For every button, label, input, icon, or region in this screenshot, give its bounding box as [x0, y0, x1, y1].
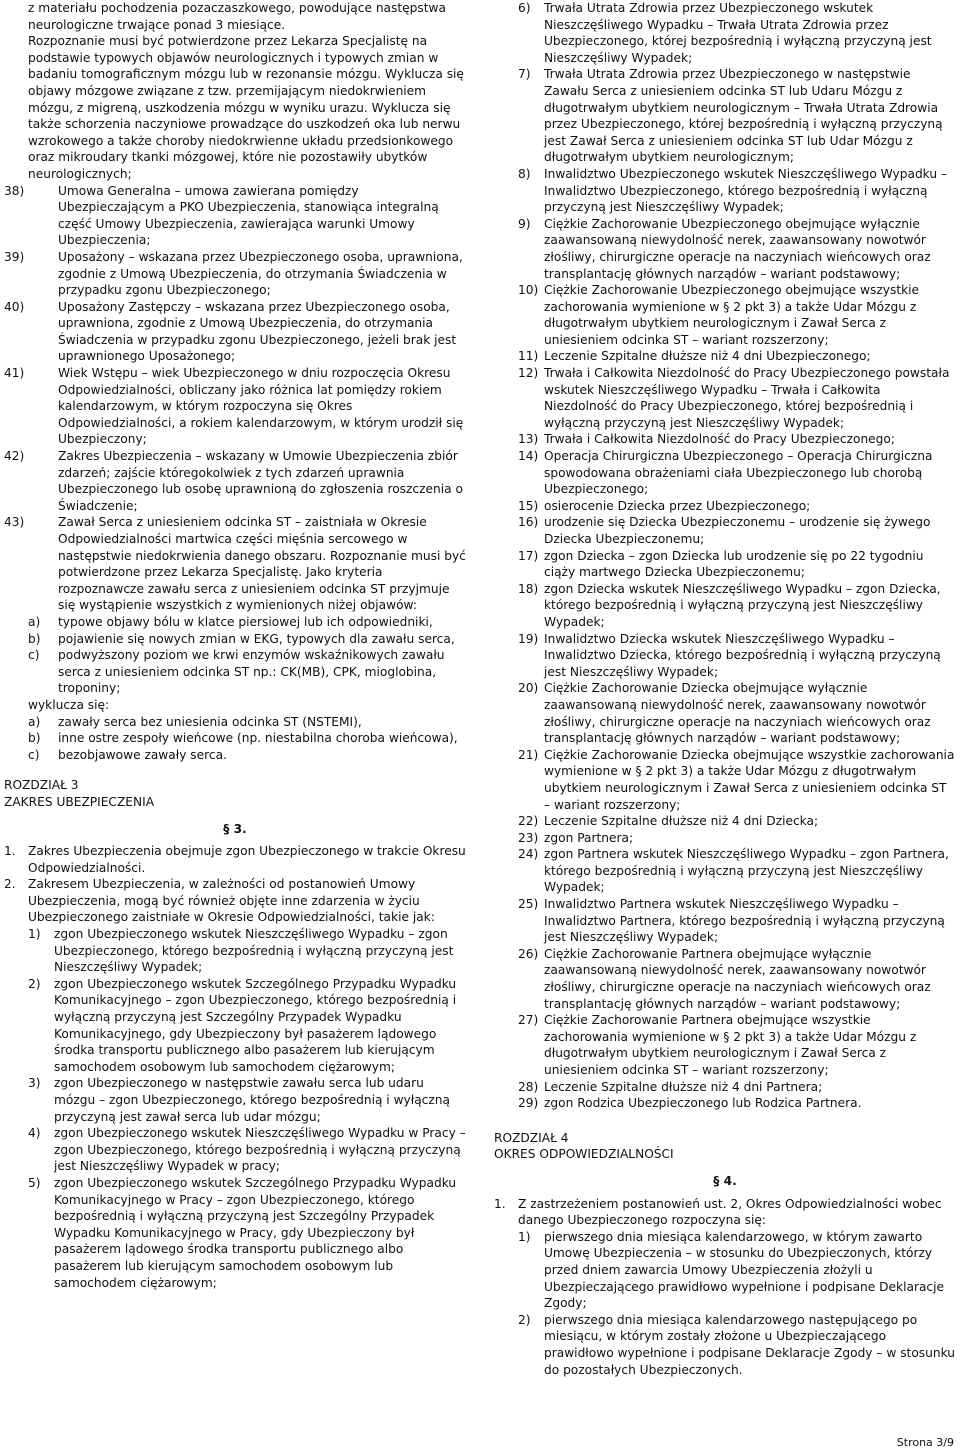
event-28: 28) Leczenie Szpitalne dłuższe niż 4 dni Partnera;: [518, 1079, 823, 1094]
event-22: 22) Leczenie Szpitalne dłuższe niż 4 dni Dziecka;: [518, 814, 819, 829]
definition-42: 42) Zakres Ubezpieczenia – wskazany w Umowie Ubezpieczenia zbiór zdarzeń; zajście któregokolwiek z tych zdarzeń uprawnia Ubezpieczonego lub osobę uprawnioną do zgłoszenia roszczenia o Świadczenie;: [4, 449, 463, 513]
event-26: 26) Ciężkie Zachorowanie Partnera obejmujące wyłącznie zaawansowaną niewydolność nerek, zaawansowany nowotwór złośliwy, chirurgiczne operacje na naczyniach wieńcowych oraz transplantację głównych narządów – wariant podstawowy;: [518, 946, 931, 1011]
event-20: 20) Ciężkie Zachorowanie Dziecka obejmujące wyłącznie zaawansowaną niewydolność nerek, zaawansowany nowotwór złośliwy, chirurgiczne operacje na naczyniach wieńcowych oraz transplantację głównych narządów – wariant podstawowy;: [518, 681, 931, 746]
event-18: 18) zgon Dziecka wskutek Nieszczęśliwego Wypadku – zgon Dziecka, którego bezpośrednią i wyłączną przyczyną jest Nieszczęśliwy Wypadek;: [518, 581, 941, 629]
excluded-b: b) inne ostre zespoły wieńcowe (np. niestabilna choroba wieńcowa),: [28, 731, 458, 746]
subpoint-2: 2) pierwszego dnia miesiąca kalendarzowego następującego po miesiącu, w którym zostały złożone u Ubezpieczającego prawidłowo wypełnione i podpisane Deklaracje Zgody – w stosunku do pozostałych Ubezpieczonych.: [518, 1312, 955, 1377]
event-23: 23) zgon Partnera;: [518, 830, 634, 845]
intro-paragraph-1: z materiału pochodzenia pozaczaszkowego, powodujące następstwa neurologiczne trwające ponad 3 miesiące.: [28, 1, 446, 32]
excluded-list: [4, 714, 466, 764]
event-11: 11) Leczenie Szpitalne dłuższe niż 4 dni Ubezpieczonego;: [518, 349, 871, 364]
event-12: 12) Trwała i Całkowita Niezdolność do Pracy Ubezpieczonego powstała wskutek Nieszczęśliwego Wypadku – Trwała i Całkowita Niezdolność do Pracy Ubezpieczonego, której bezpośrednią i wyłączną przyczyną jest Nieszczęśliwy Wypadek;: [518, 366, 950, 430]
definition-40: 40) Uposażony Zastępczy – wskazana przez Ubezpieczonego osoba, uprawniona, zgodnie z Umową Ubezpieczenia, do otrzymania Świadczenia w przypadku zgonu Ubezpieczonego, jeżeli brak jest uprawnionego Uposażonego;: [4, 299, 457, 364]
event-3: 3) zgon Ubezpieczonego w następstwie zawału serca lub udaru mózgu – zgon Ubezpieczonego, którego bezpośrednią i wyłączną przyczyną jest zawał serca lub udar mózgu;: [28, 1076, 450, 1124]
event-21: 21) Ciężkie Zachorowanie Dziecka obejmujące wszystkie zachorowania wymienione w § 2 pkt 3) a także Udar Mózgu z długotrwałym ubytkiem neurologicznym i Zawał Serca z uniesieniem odcinka ST – wariant rozszerzony;: [518, 747, 955, 812]
event-29: 29) zgon Rodzica Ubezpieczonego lub Rodzica Partnera.: [518, 1096, 862, 1111]
event-13: 13) Trwała i Całkowita Niezdolność do Pracy Ubezpieczonego;: [518, 432, 895, 447]
subpoint-1: 1) pierwszego dnia miesiąca kalendarzowego, w którym zawarto Umowę Ubezpieczenia – w stosunku do Ubezpieczonych, którzy przed dniem zawarcia Umowy Ubezpieczenia złożyli u Ubezpieczającego prawidłowo wypełnione i podpisane Deklaracje Zgody;: [518, 1229, 945, 1311]
event-19: 19) Inwalidztwo Dziecka wskutek Nieszczęśliwego Wypadku – Inwalidztwo Dziecka, którego bezpośrednią i wyłączną przyczyną jest Nieszczęśliwy Wypadek;: [518, 631, 941, 679]
chapter-4-label: ROZDZIAŁ 4: [494, 1130, 569, 1145]
criterion-c: c) podwyższony poziom we krwi enzymów wskaźnikowych zawału serca z uniesieniem odcinka ST np.: CK(MB), CPK, mioglobina, troponiny;: [28, 648, 445, 696]
event-17: 17) zgon Dziecka – zgon Dziecka lub urodzenie się po 22 tygodniu ciąży martwego Dziecka Ubezpieczonemu;: [518, 548, 924, 580]
intro-paragraph-2: Rozpoznanie musi być potwierdzone przez Lekarza Specjalistę na podstawie typowych objawów neurologicznych i typowych zmian w badaniu tomograficznym mózgu lub w rezonansie mózgu. Wyklucza się objawy mózgowe związane z tzw. przemijającym niedokrwieniem mózgu, z migreną, uszkodzenia mózgu w wyniku urazu. Wyklucza się także schorzenia naczyniowe prowadzące do uszkodzeń oka lub nerwu wzrokowego a także choroby niedokrwienne układu przedsionkowego oraz mikroudary tkanki mózgowej, które nie pozostawiły ubytków neurologicznych;: [28, 34, 464, 181]
section-3-number: § 3.: [223, 821, 247, 836]
page-number: Strona 3/9: [896, 1436, 954, 1449]
excluded-c: c) bezobjawowe zawały serca.: [28, 747, 227, 762]
section-3-point-2: 2. Zakresem Ubezpieczenia, w zależności od postanowień Umowy Ubezpieczenia, mogą być również objęte inne zdarzenia w życiu Ubezpieczonego zaistniałe w Okresie Odpowiedzialności, takie jak:: [4, 877, 435, 925]
event-9: 9) Ciężkie Zachorowanie Ubezpieczonego obejmujące wyłącznie zaawansowaną niewydolność nerek, zaawansowany nowotwór złośliwy, chirurgiczne operacje na naczyniach wieńcowych oraz transplantację głównych narządów – wariant podstawowy;: [518, 216, 931, 281]
chapter-3-title: ZAKRES UBEZPIECZENIA: [4, 794, 155, 809]
event-24: 24) zgon Partnera wskutek Nieszczęśliwego Wypadku – zgon Partnera, którego bezpośrednią i wyłączną przyczyną jest Nieszczęśliwy Wypadek;: [518, 847, 949, 895]
section-3-point-1: 1. Zakres Ubezpieczenia obejmuje zgon Ubezpieczonego w trakcie Okresu Odpowiedzialności.: [4, 844, 466, 875]
event-15: 15) osierocenie Dziecka przez Ubezpieczonego;: [518, 498, 811, 513]
event-7: 7) Trwała Utrata Zdrowia przez Ubezpieczonego w następstwie Zawału Serca z uniesieniem odcinka ST lub Udaru Mózgu z długotrwałym ubytkiem neurologicznym – Trwała Utrata Zdrowia przez Ubezpieczonego, której bezpośrednią i wyłączną przyczyną jest Zawał Serca z uniesieniem odcinka ST lub Udar Mózgu z długotrwałym ubytkiem neurologicznym;: [518, 67, 943, 165]
event-8: 8) Inwalidztwo Ubezpieczonego wskutek Nieszczęśliwego Wypadku – Inwalidztwo Ubezpieczonego, którego bezpośrednią i wyłączną przyczyną jest Nieszczęśliwy Wypadek;: [518, 166, 948, 215]
definition-38: 38) Umowa Generalna – umowa zawierana pomiędzy Ubezpieczającym a PKO Ubezpieczenia, stanowiąca integralną część Umowy Ubezpieczenia, zawierająca warunki Umowy Ubezpieczenia;: [4, 183, 439, 248]
events-list-right: [494, 0, 956, 1112]
events-list-left: [4, 926, 466, 1291]
event-10: 10) Ciężkie Zachorowanie Ubezpieczonego obejmujące wszystkie zachorowania wymienione w § 2 pkt 3) a także Udar Mózgu z długotrwałym ubytkiem neurologicznym i Zawał Serca z uniesieniem odcinka ST – wariant rozszerzony;: [518, 283, 920, 347]
criterion-a: a) typowe objawy bólu w klatce piersiowej lub ich odpowiedniki,: [28, 614, 433, 629]
event-14: 14) Operacja Chirurgiczna Ubezpieczonego – Operacja Chirurgiczna spowodowana obrażeniami ciała Ubezpieczonego lub chorobą Ubezpieczonego;: [518, 449, 933, 497]
event-5: 5) zgon Ubezpieczonego wskutek Szczególnego Przypadku Wypadku Komunikacyjnego w Pracy – zgon Ubezpieczonego, którego bezpośrednią i wyłączną przyczyną jest Szczególny Przypadek Wypadku Komunikacyjnego w Pracy, gdy Ubezpieczony był pasażerem lądowego środka transportu publicznego albo pasażerem lub kierującym samochodem osobowym lub samochodem ciężarowym;: [28, 1175, 457, 1290]
definition-43: 43) Zawał Serca z uniesieniem odcinka ST – zaistniała w Okresie Odpowiedzialności martwica części mięśnia sercowego w następstwie niedokrwienia danego obszaru. Rozpoznanie musi być potwierdzone przez Lekarza Specjalistę. Jako kryteria rozpoznawcze zawału serca z uniesieniem odcinka ST przyjmuje się wystąpienie wszystkich z wymienionych niżej objawów:: [4, 515, 466, 613]
definition-39: 39) Uposażony – wskazana przez Ubezpieczonego osoba, uprawniona, zgodnie z Umową Ubezpieczenia, do otrzymania Świadczenia w przypadku zgonu Ubezpieczonego;: [4, 249, 463, 298]
criterion-b: b) pojawienie się nowych zmian w EKG, typowych dla zawału serca,: [28, 631, 455, 646]
excluded-a: a) zawały serca bez uniesienia odcinka ST (NSTEMI),: [28, 714, 362, 729]
event-25: 25) Inwalidztwo Partnera wskutek Nieszczęśliwego Wypadku – Inwalidztwo Partnera, którego bezpośrednią i wyłączną przyczyną jest Nieszczęśliwy Wypadek;: [518, 897, 945, 945]
section-4-number: § 4.: [713, 1173, 737, 1188]
event-1: 1) zgon Ubezpieczonego wskutek Nieszczęśliwego Wypadku – zgon Ubezpieczonego, którego bezpośrednią i wyłączną przyczyną jest Nieszczęśliwy Wypadek;: [28, 927, 454, 975]
definition-41: 41) Wiek Wstępu – wiek Ubezpieczonego w dniu rozpoczęcia Okresu Odpowiedzialności, obliczany jako różnica lat pomiędzy rokiem kalendarzowym, w którym rozpoczyna się Okres Odpowiedzialności, a rokiem kalendarzowym, w którym urodził się Ubezpieczony;: [4, 366, 464, 447]
chapter-3-label: ROZDZIAŁ 3: [4, 778, 79, 793]
event-6: 6) Trwała Utrata Zdrowia przez Ubezpieczonego wskutek Nieszczęśliwego Wypadku – Trwała Utrata Zdrowia przez Ubezpieczonego, której bezpośrednią i wyłączną przyczyną jest Nieszczęśliwy Wypadek;: [518, 1, 932, 65]
event-16: 16) urodzenie się Dziecka Ubezpieczonemu – urodzenie się żywego Dziecka Ubezpieczonemu;: [518, 515, 931, 546]
section-4-subpoints: [494, 1229, 956, 1378]
event-2: 2) zgon Ubezpieczonego wskutek Szczególnego Przypadku Wypadku Komunikacyjnego – zgon Ubezpieczonego, którego bezpośrednią i wyłączną przyczyną jest Szczególny Przypadek Wypadku Komunikacyjnego, gdy Ubezpieczony był pasażerem lądowego środka transportu publicznego albo pasażerem lub kierującym samochodem osobowym lub samochodem ciężarowym;: [28, 976, 457, 1074]
section-4-point-1: 1. Z zastrzeżeniem postanowień ust. 2, Okres Odpowiedzialności wobec danego Ubezpieczonego rozpoczyna się:: [494, 1196, 942, 1228]
event-27: 27) Ciężkie Zachorowanie Partnera obejmujące wszystkie zachorowania wymienione w § 2 pkt 3) a także Udar Mózgu z długotrwałym ubytkiem neurologicznym i Zawał Serca z uniesieniem odcinka ST – wariant rozszerzony;: [518, 1013, 917, 1077]
event-4: 4) zgon Ubezpieczonego wskutek Nieszczęśliwego Wypadku w Pracy – zgon Ubezpieczonego, którego bezpośrednią i wyłączną przyczyną jest Nieszczęśliwy Wypadek w pracy;: [28, 1126, 466, 1174]
right-column: [494, 0, 956, 1378]
definitions-list: [4, 183, 466, 614]
excluded-label: wykluczа się:: [28, 697, 110, 712]
criteria-list: [4, 614, 466, 697]
chapter-4-title: OKRES ODPOWIEDZIALNOŚCI: [494, 1147, 674, 1162]
left-column: [4, 0, 466, 1291]
